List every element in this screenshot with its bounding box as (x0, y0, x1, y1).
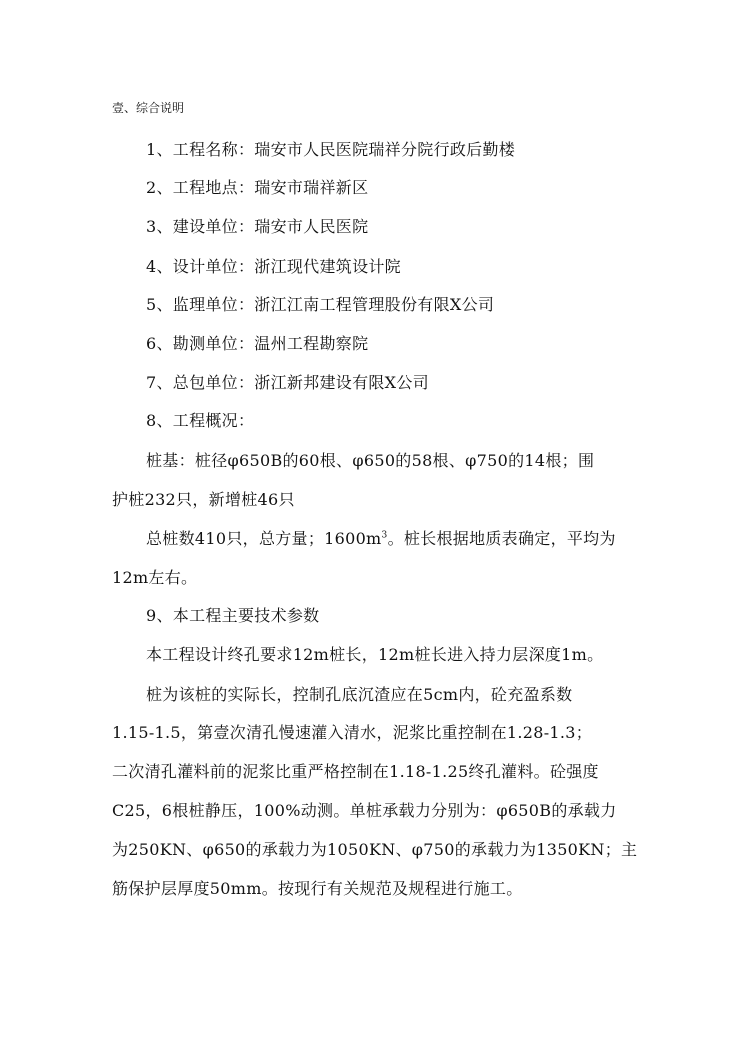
item-owner: 3、建设单位：瑞安市人民医院 (146, 217, 369, 236)
paragraph-line: 桩为该桩的实际长，控制孔底沉渣应在5cm内，砼充盈系数 (146, 685, 573, 704)
paragraph-line: 筋保护层厚度50mm。按现行有关规范及规程进行施工。 (112, 879, 523, 898)
pile-line-2: 护桩232只，新增桩46只 (112, 490, 295, 509)
total-text-rest: 。桩长根据地质表确定，平均为 (387, 529, 616, 548)
section-heading: 壹、综合说明 (112, 101, 185, 115)
item-designer: 4、设计单位：浙江现代建筑设计院 (146, 257, 401, 276)
total-line-2: 12m左右。 (112, 568, 198, 587)
item-overview: 8、工程概况： (146, 411, 255, 430)
design-requirement: 本工程设计终孔要求12m桩长，12m桩长进入持力层深度1m。 (146, 645, 604, 664)
item-supervisor: 5、监理单位：浙江江南工程管理股份有限X公司 (146, 295, 495, 314)
paragraph-line: 二次清孔灌料前的泥浆比重严格控制在1.18-1.25终孔灌料。砼强度 (112, 762, 599, 781)
paragraph-line: 为250KN、φ650的承载力为1050KN、φ750的承载力为1350KN；主 (112, 840, 638, 859)
paragraph-line: C25，6根桩静压，100%动测。单桩承载力分别为：φ650B的承载力 (112, 801, 617, 820)
total-line-1 (146, 529, 616, 549)
total-text: 总桩数410只，总方量；1600m (146, 529, 382, 548)
pile-line-1: 桩基：桩径φ650B的60根、φ650的58根、φ750的14根；围 (146, 451, 595, 470)
paragraph-line: 1.15-1.5，第壹次清孔慢速灌入清水，泥浆比重控制在1.28-1.3； (112, 723, 593, 742)
item-project-location: 2、工程地点：瑞安市瑞祥新区 (146, 178, 369, 197)
item-contractor: 7、总包单位：浙江新邦建设有限X公司 (146, 373, 429, 392)
item-project-name: 1、工程名称：瑞安市人民医院瑞祥分院行政后勤楼 (146, 140, 516, 159)
cubic-superscript: 3 (381, 530, 388, 541)
item-tech-params: 9、本工程主要技术参数 (146, 606, 320, 625)
item-surveyor: 6、勘测单位：温州工程勘察院 (146, 334, 369, 353)
